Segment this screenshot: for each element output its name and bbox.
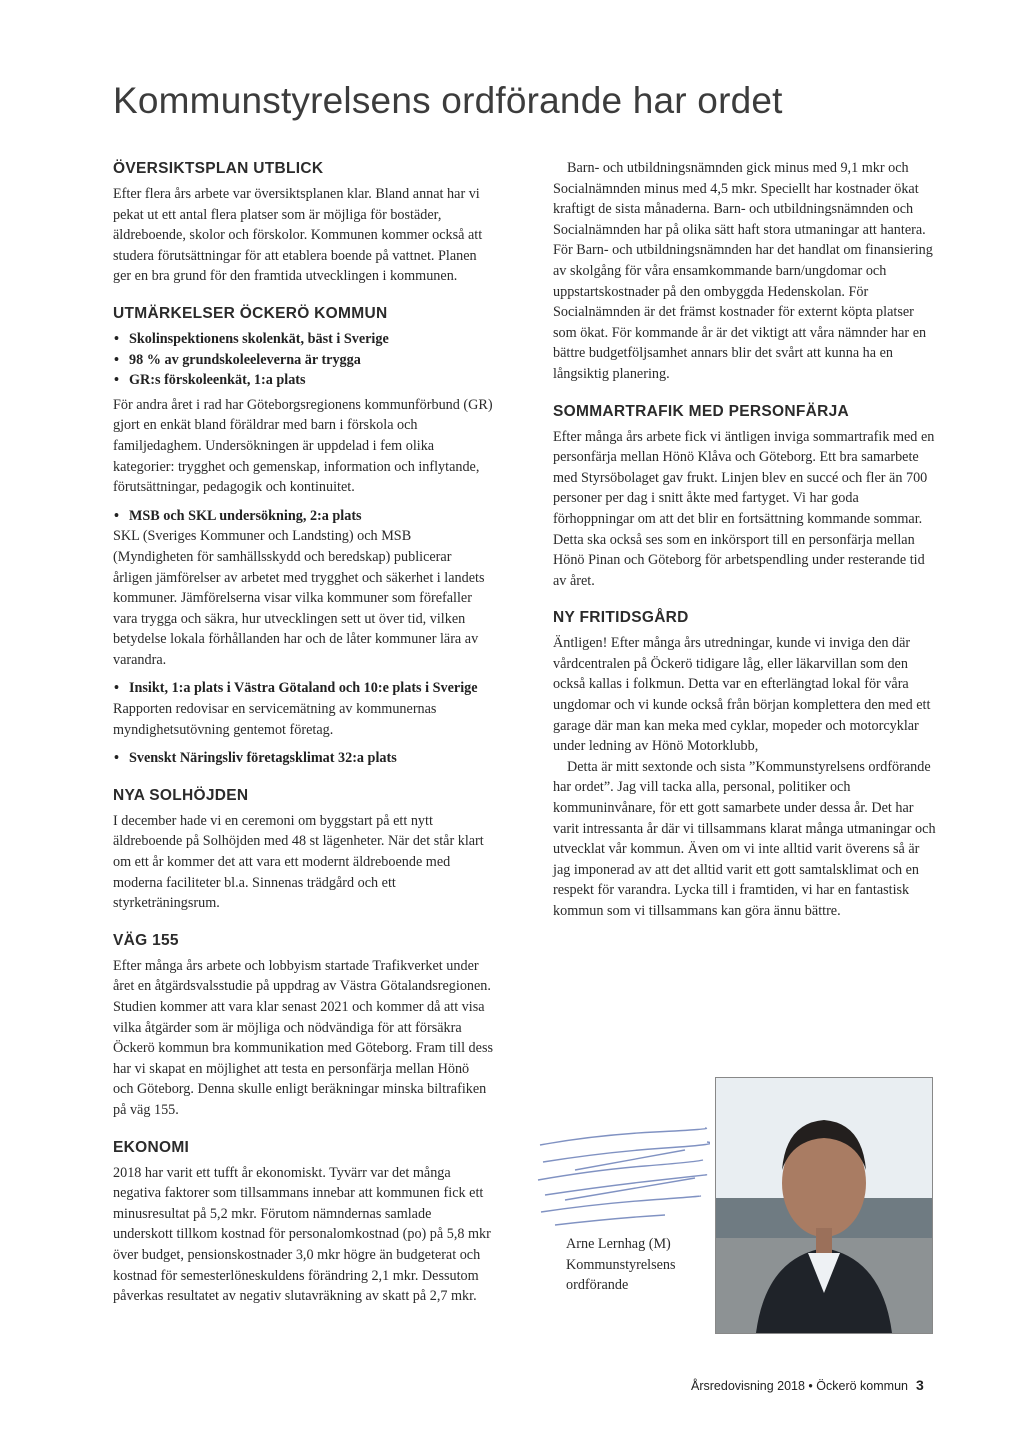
caption-role: Kommunstyrelsens ordförande bbox=[566, 1256, 676, 1294]
portrait-photo bbox=[715, 1077, 933, 1334]
section-text: Barn- och utbildningsnämnden gick minus med 9,1 mkr och Socialnämnden minus med 4,5 mkr. Speciellt har kostnader ökat kraftigt de sista månaderna. Barn- och utbildningsnämnden och Socialnämnden har på olika sätt haft stora utmaningar att hantera. För Barn- och utbildningsnämnden har det handlat om finansiering av skolgång för våra ensamkommande barn/ungdomar och uppstartskostnader på den ombyggda Hedenskolan. För Socialnämnden är det främst kostnader för externt köpta platser som ökat. För kommande år är det viktigt att våra nämnder har en bättre budgetföljsamhet annars blir det svårt att kunna ha en långsiktig planering. bbox=[553, 160, 933, 382]
section-text: 2018 har varit ett tufft år ekonomiskt. Tyvärr var det många negativa faktorer som tillsammans innebar att kommunen fick ett minusresultat på 5,2 mkr. Förutom nämndernas samlade underskott tillkom kostnad för personalomkostnad (po) på 5,8 mkr över budget, pensionskostnader 3,0 mkr högre än budgeterat och kostnad för semesterlöneskuldens förändring 2,1 mkr. Dessutom påverkas resultatet av negativ slutavräkning av skatt på 2,7 mkr. bbox=[113, 1164, 491, 1305]
section-ekonomi bbox=[113, 1139, 493, 1307]
section-text: För andra året i rad har Göteborgsregionens kommunförbund (GR) gjort en enkät bland föräldrar med barn i förskola och familjedaghem. Undersökningen är uppdelad i fem olika kategorier: trygghet och gemenskap, information och inflytande, förutsättningar, pedagogik och kontinuitet. bbox=[113, 396, 493, 496]
page-title: Kommunstyrelsens ordförande har ordet bbox=[113, 80, 783, 121]
page-footer bbox=[691, 1377, 924, 1393]
section-heading: ÖVERSIKTSPLAN UTBLICK bbox=[113, 160, 324, 177]
section-heading: UTMÄRKELSER ÖCKERÖ KOMMUN bbox=[113, 304, 388, 322]
bullet-item: • MSB och SKL undersökning, 2:a plats bbox=[114, 507, 362, 524]
section-heading: SOMMARTRAFIK MED PERSONFÄRJA bbox=[553, 402, 850, 420]
right-column bbox=[553, 160, 938, 940]
page-number: 3 bbox=[915, 1377, 924, 1393]
section-solhojden bbox=[113, 787, 493, 914]
section-vag155 bbox=[113, 932, 493, 1121]
section-fritidsgard bbox=[553, 609, 938, 921]
left-column bbox=[113, 160, 493, 1325]
photo-caption bbox=[566, 1234, 716, 1296]
section-text: Efter många års arbete fick vi äntligen inviga sommartrafik med en personfärja mellan Hönö Klåva och Göteborg. Ett bra samarbete med Styrsöbolaget gav frukt. Linjen blev en succé och fler än 700 personer per dag i snitt åkte med fartyget. Vi har goda förhoppningar om att det blir en fortsättning kommande sommar. Detta ska också ses som en inkörsport till en personfärja mellan Hönö Pinan och Göteborg för arbetspendling under resterande tid av året. bbox=[553, 428, 935, 589]
signature-image bbox=[535, 1120, 710, 1250]
bullet-item: • Svenskt Näringsliv företagsklimat 32:a plats bbox=[114, 750, 397, 767]
section-heading: NYA SOLHÖJDEN bbox=[113, 786, 249, 804]
section-text: SKL (Sveriges Kommuner och Landsting) och MSB (Myndigheten för samhällsskydd och beredskap) publicerar årligen jämförelser av arbetet med trygghet och säkerhet i landets kommuner. Jämförelserna visar vilka kommuner som förefaller vara trygga och säkra, hur utvecklingen sett ut över tid, vilken betydelse lokala förhållanden har och de låter kommuner lära av varandra. bbox=[113, 528, 485, 668]
section-heading: NY FRITIDSGÅRD bbox=[553, 609, 689, 627]
section-utmarkelser bbox=[113, 305, 493, 769]
bullet-item: • Insikt, 1:a plats i Västra Götaland och 10:e plats i Sverige bbox=[114, 680, 478, 697]
bullet-item: • 98 % av grundskoleeleverna är trygga bbox=[114, 351, 361, 368]
section-text: Rapporten redovisar en servicemätning av kommunernas myndighetsutövning gentemot företag. bbox=[113, 701, 437, 738]
section-text: Äntligen! Efter många års utredningar, kunde vi inviga den där vårdcentralen på Öckerö tidigare låg, eller läkarvillan som den också kallas i folkmun. Detta var en efterlängtad lokal för våra ungdomar och vi kunde också från början komplettera den med ett garage där man kan meka med cyklar, mopeder och motorcyklar under ledning av Hönö Motorklubb, bbox=[553, 635, 931, 755]
section-text: Detta är mitt sextonde och sista ”Kommunstyrelsens ordförande har ordet”. Jag vill tacka alla, personal, politiker och kommuninvånare, för ett gott samarbete under dessa år. Det har varit intressanta år där vi tillsammans klarat många utmaningar och utvecklat vår kommun. Även om vi inte alltid varit överens så är jag imponerad av att det alltid varit ett gott samtalsklimat och en respekt för varandra. Lycka till i framtiden, vi har en fantastisk kommun som vi tillsammans kan göra ännu bättre. bbox=[553, 758, 936, 919]
bullet-item: • Skolinspektionens skolenkät, bäst i Sverige bbox=[114, 330, 389, 347]
footer-text: Årsredovisning 2018 • Öckerö kommun bbox=[691, 1379, 908, 1393]
section-text: I december hade vi en ceremoni om byggstart på ett nytt äldreboende på Solhöjden med 48 st lägenheter. När det står klart om ett år kommer det att vara ett modernt äldreboende med moderna faciliteter bl.a. Sinnenas trädgård och ett styrketräningsrum. bbox=[113, 812, 484, 912]
bullet-item: • GR:s förskoleenkät, 1:a plats bbox=[114, 372, 306, 389]
caption-name: Arne Lernhag (M) bbox=[566, 1236, 671, 1252]
section-text: Efter flera års arbete var översiktsplanen klar. Bland annat har vi pekat ut ett antal flera platser som är möjliga för bostäder, äldreboende, skolor och förskolor. Kommunen kommer också att studera förutsättningar för att etablera boende på vattnet. Planen ger en bra grund för den framtida utvecklingen i kommunen. bbox=[113, 186, 483, 285]
section-ekonomi-cont bbox=[553, 158, 938, 385]
section-oversiktsplan bbox=[113, 160, 493, 287]
section-heading: EKONOMI bbox=[113, 1138, 190, 1156]
section-text: Efter många års arbete och lobbyism startade Trafikverket under året en åtgärdsvalsstudie på uppdrag av Västra Götalandsregionen. Studien kommer att vara klar senast 2021 och kommer då att visa vilka åtgärder som är möjliga och nödvändiga för att försäkra Öckerö kommun bra kommunikation med Göteborg. Fram till dess har vi skapat en möjlighet att testa en personfärja mellan Hönö och Göteborg. Denna skulle enligt beräkningar minska biltrafiken på väg 155. bbox=[113, 957, 493, 1118]
section-sommartrafik bbox=[553, 403, 938, 592]
section-heading: VÄG 155 bbox=[113, 931, 179, 949]
